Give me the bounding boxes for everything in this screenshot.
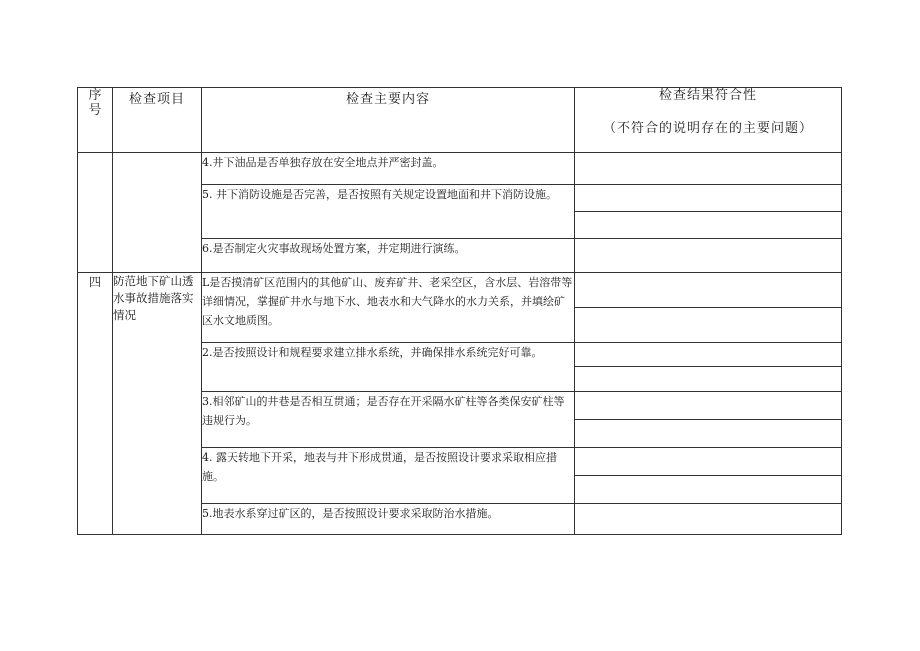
result-cell[interactable] <box>575 392 842 448</box>
header-row <box>78 88 842 153</box>
header-item: 检查项目 <box>113 88 202 153</box>
group1-item <box>113 153 202 273</box>
result-split <box>575 448 841 476</box>
header-seq-text: 序号 <box>88 88 103 118</box>
result-cell[interactable] <box>575 273 842 343</box>
result-cell[interactable] <box>575 343 842 392</box>
content-cell: 5.地表水系穿过矿区的，是否按照设计要求采取防治水措施。 <box>202 504 575 535</box>
content-cell: 4.井下油品是否单独存放在安全地点并严密封盖。 <box>202 153 575 185</box>
table-row <box>78 153 842 185</box>
header-seq <box>78 88 113 153</box>
result-split <box>575 343 841 367</box>
group1-seq <box>78 153 113 273</box>
result-cell[interactable] <box>575 239 842 273</box>
result-split <box>575 185 841 212</box>
result-cell[interactable] <box>575 185 842 239</box>
content-cell: 6.是否制定火灾事故现场处置方案，并定期进行演练。 <box>202 239 575 273</box>
group2-item: 防范地下矿山透水事故措施落实情况 <box>113 273 202 535</box>
table-row <box>78 273 842 343</box>
content-cell: L是否摸清矿区范围内的其他矿山、废弃矿井、老采空区，含水层、岩溶带等详细情况，掌握矿井水与地下水、地表水和大气降水的水力关系，并填绘矿区水文地质图。 <box>202 273 575 343</box>
inspection-table <box>77 87 842 535</box>
header-result-title: 检查结果符合性 <box>658 88 757 103</box>
result-cell[interactable] <box>575 153 842 185</box>
header-result-note: （不符合的说明存在的主要问题） <box>602 121 813 136</box>
header-result <box>575 88 842 153</box>
content-cell: 5. 井下消防设施是否完善，是否按照有关规定设置地面和井下消防设施。 <box>202 185 575 239</box>
result-split <box>575 273 841 308</box>
content-cell: 2.是否按照设计和规程要求建立排水系统，并确保排水系统完好可靠。 <box>202 343 575 392</box>
header-content: 检查主要内容 <box>202 88 575 153</box>
group2-seq: 四 <box>78 273 113 535</box>
result-split <box>575 392 841 420</box>
content-cell: 4. 露天转地下开采，地表与井下形成贯通，是否按照设计要求采取相应措施。 <box>202 448 575 504</box>
result-cell[interactable] <box>575 448 842 504</box>
content-cell: 3.相邻矿山的井巷是否相互贯通；是否存在开采隔水矿柱等各类保安矿柱等违规行为。 <box>202 392 575 448</box>
result-cell[interactable] <box>575 504 842 535</box>
